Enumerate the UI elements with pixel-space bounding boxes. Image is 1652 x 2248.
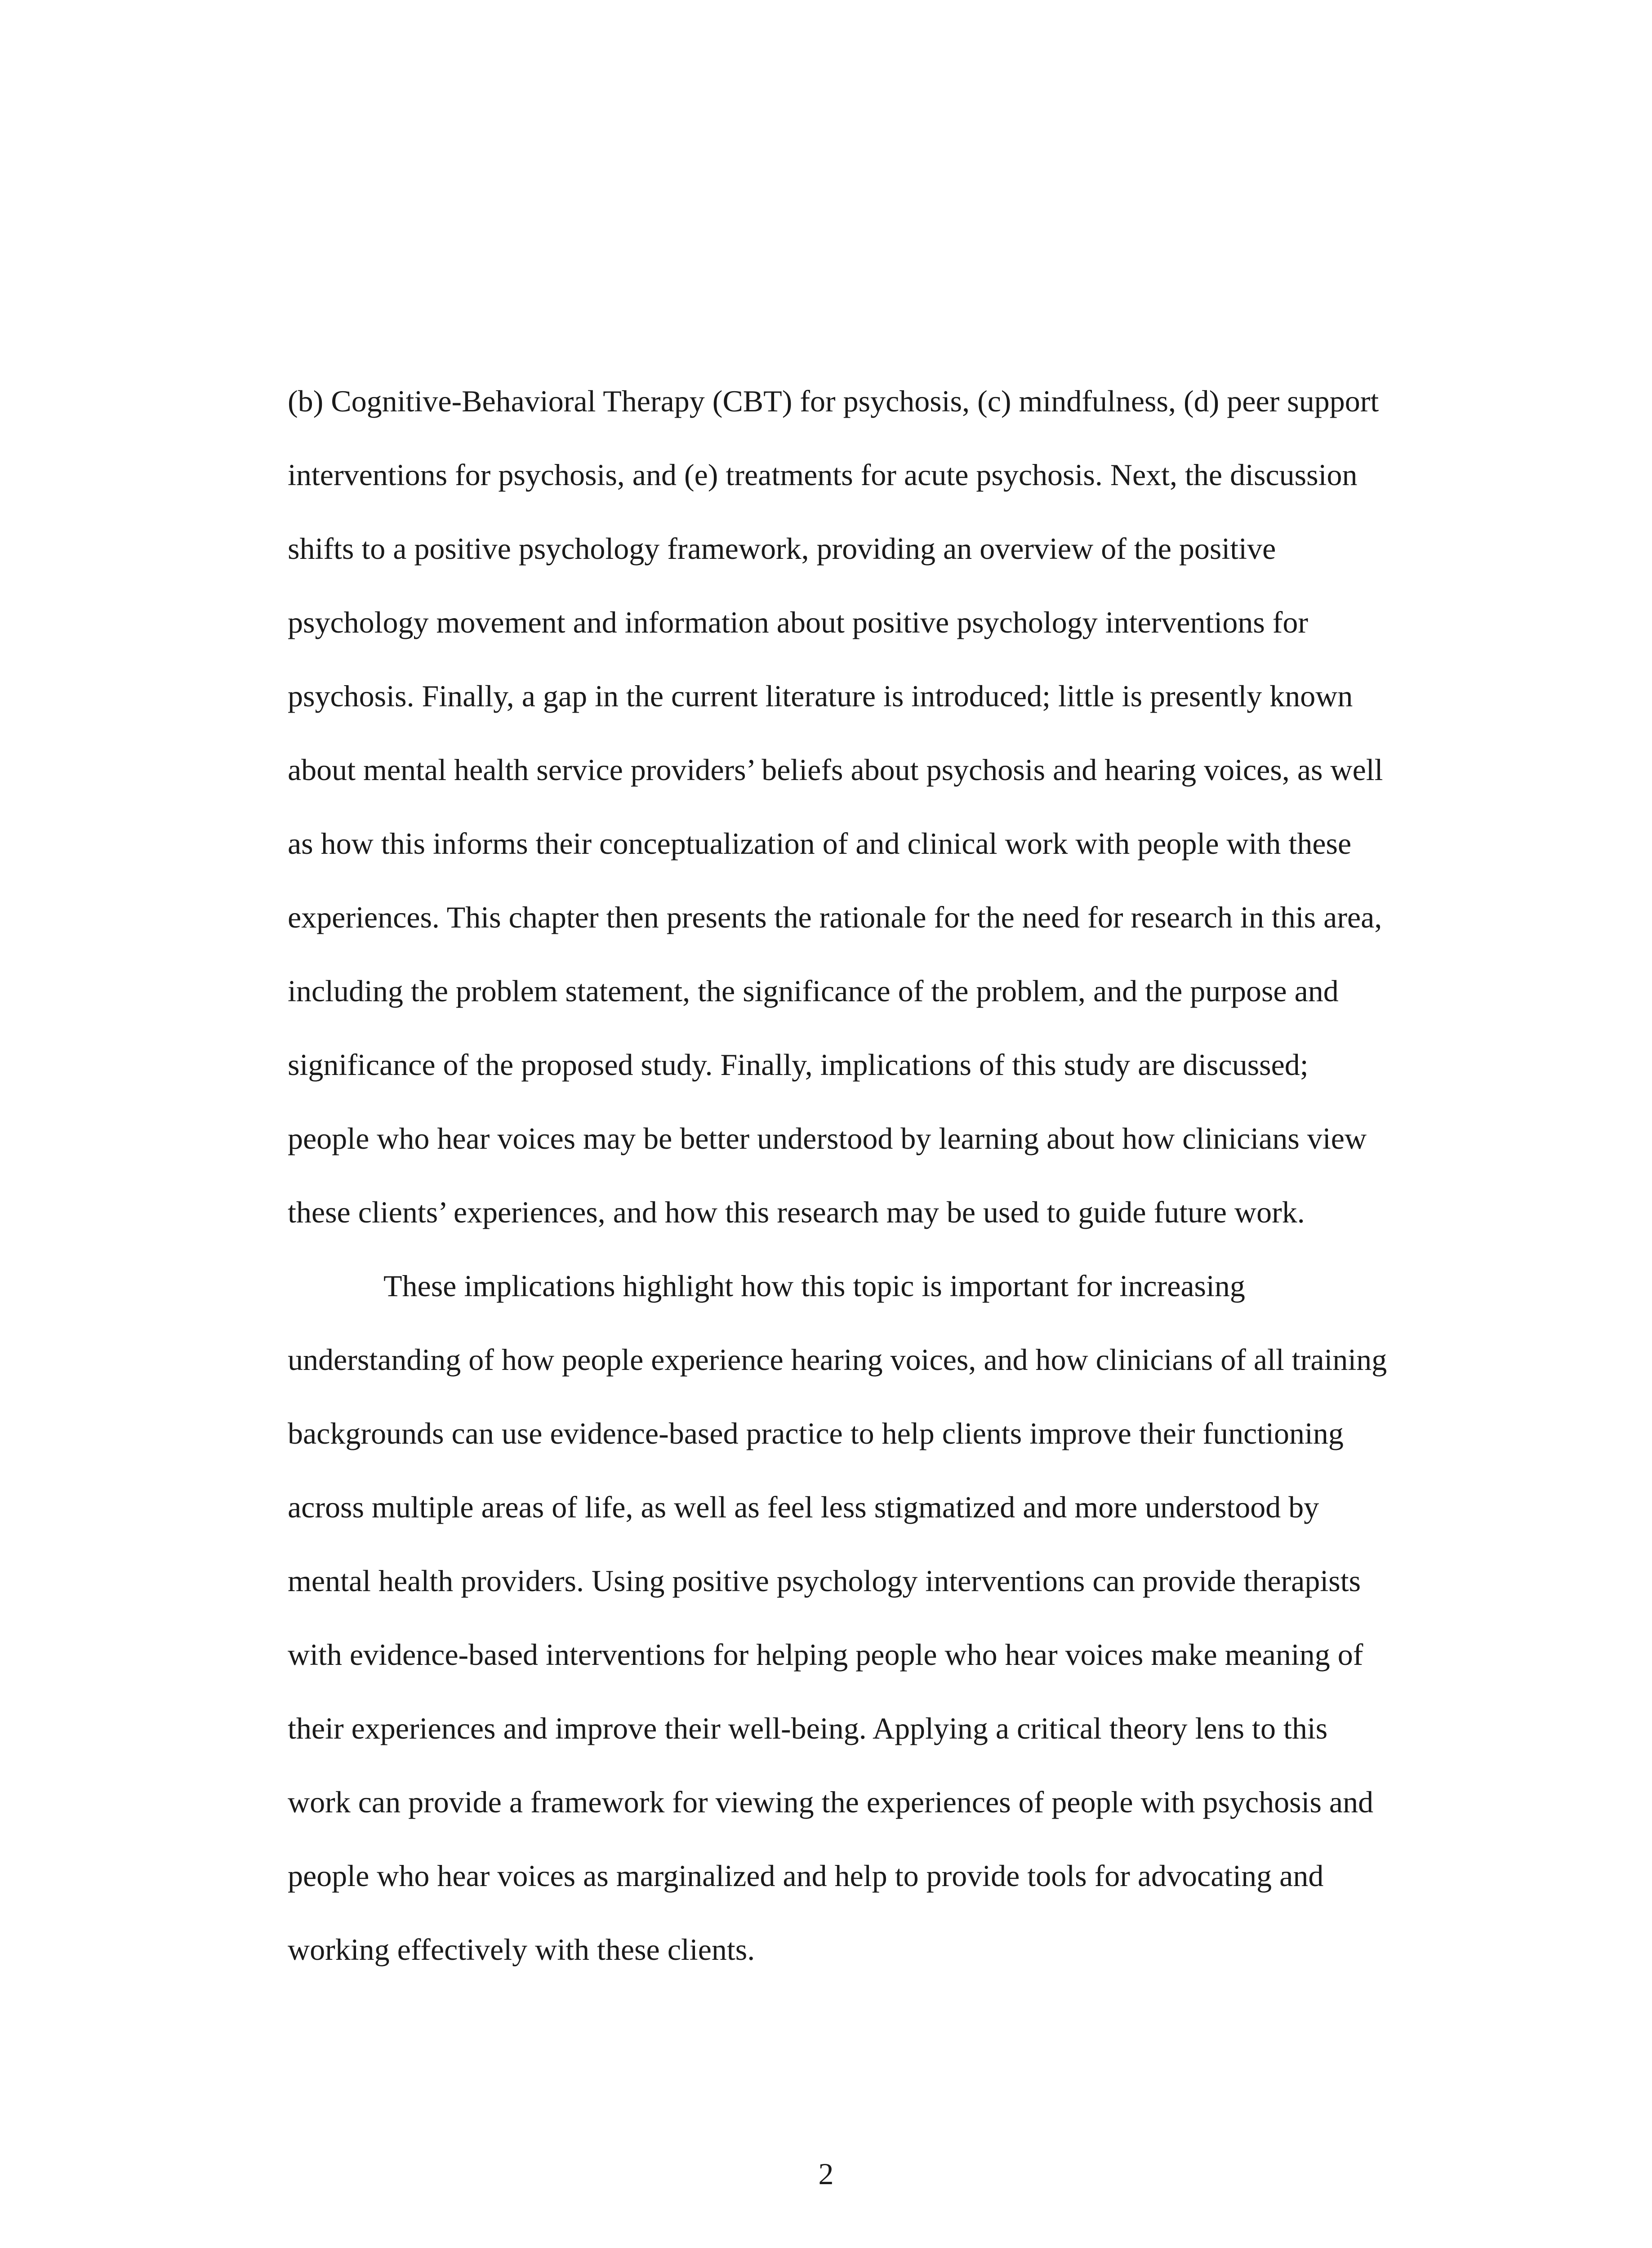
text-line: across multiple areas of life, as well as feel less stigmatized and more understood by <box>288 1490 1319 1524</box>
text-line: as how this informs their conceptualization of and clinical work with people with these <box>288 826 1352 861</box>
text-line: experiences. This chapter then presents the rationale for the need for research in this area, <box>288 900 1382 934</box>
text-line: psychology movement and information about positive psychology interventions for <box>288 605 1309 639</box>
paragraph-1 <box>288 364 1474 1249</box>
text-line: understanding of how people experience hearing voices, and how clinicians of all training <box>288 1343 1387 1377</box>
text-line: backgrounds can use evidence-based practice to help clients improve their functioning <box>288 1416 1344 1450</box>
text-line: people who hear voices as marginalized and help to provide tools for advocating and <box>288 1859 1324 1893</box>
text-line: interventions for psychosis, and (e) treatments for acute psychosis. Next, the discussion <box>288 458 1358 492</box>
text-line: mental health providers. Using positive psychology interventions can provide therapists <box>288 1564 1361 1598</box>
text-line: work can provide a framework for viewing the experiences of people with psychosis and <box>288 1785 1374 1819</box>
paragraph-2 <box>288 1249 1474 1986</box>
text-line: significance of the proposed study. Finally, implications of this study are discussed; <box>288 1048 1309 1082</box>
page-number: 2 <box>818 2157 834 2191</box>
text-line: psychosis. Finally, a gap in the current literature is introduced; little is presently known <box>288 679 1353 713</box>
text-line: people who hear voices may be better understood by learning about how clinicians view <box>288 1121 1367 1155</box>
text-line: about mental health service providers’ beliefs about psychosis and hearing voices, as well <box>288 753 1383 787</box>
text-line: their experiences and improve their well-being. Applying a critical theory lens to this <box>288 1711 1328 1745</box>
text-line: shifts to a positive psychology framework, providing an overview of the positive <box>288 531 1276 566</box>
text-line: working effectively with these clients. <box>288 1932 755 1967</box>
body-text <box>288 364 1474 1986</box>
text-line-indented: These implications highlight how this topic is important for increasing <box>383 1269 1245 1303</box>
text-line: with evidence-based interventions for helping people who hear voices make meaning of <box>288 1637 1363 1672</box>
text-line: these clients’ experiences, and how this research may be used to guide future work. <box>288 1195 1305 1229</box>
text-line: (b) Cognitive-Behavioral Therapy (CBT) for psychosis, (c) mindfulness, (d) peer support <box>288 384 1379 418</box>
text-line: including the problem statement, the significance of the problem, and the purpose and <box>288 974 1339 1008</box>
